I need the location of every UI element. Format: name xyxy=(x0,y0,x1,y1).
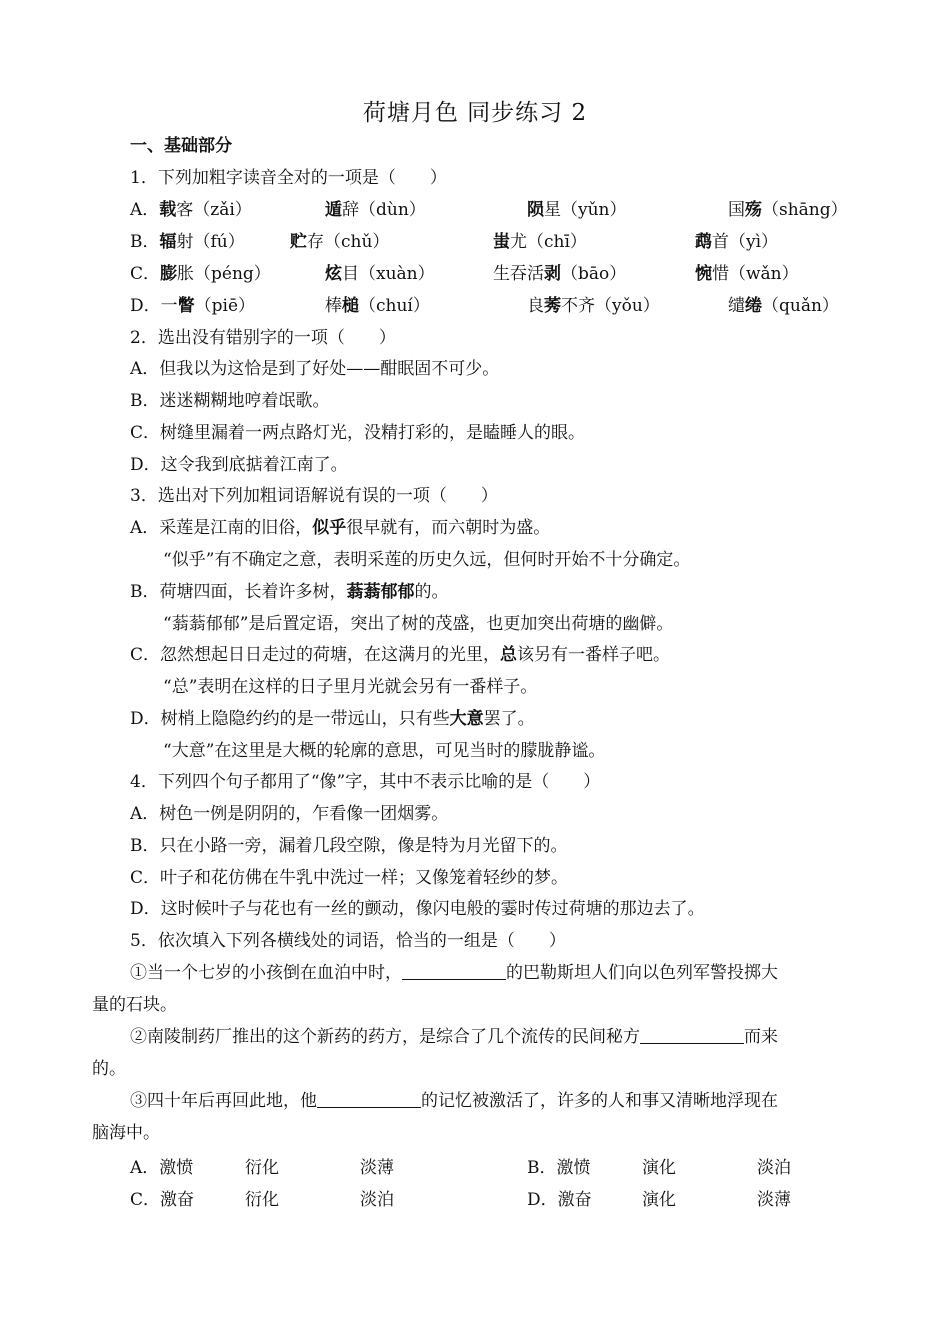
option-cell: 贮存（chǔ） xyxy=(290,232,390,252)
option-cell: 演化 xyxy=(642,1158,676,1178)
option-cell: 炫目（xuàn） xyxy=(325,264,435,284)
question-3-option-c: C．忽然想起日日走过的荷塘，在这满月的光里，总该另有一番样子吧。 xyxy=(130,645,671,665)
question-1-option-b xyxy=(0,229,950,255)
option-cell: 淡薄 xyxy=(360,1158,394,1178)
question-3-option-b: B．荷塘四面，长着许多树，蓊蓊郁郁的。 xyxy=(130,582,449,602)
option-cell: B．辐射（fú） xyxy=(130,232,245,252)
question-2-stem: 2．选出没有错别字的一项（ ） xyxy=(130,328,396,348)
option-cell: A．载客（zǎi） xyxy=(130,200,252,220)
option-cell: 良莠不齐（yǒu） xyxy=(527,296,660,316)
option-cell: 鹉首（yì） xyxy=(695,232,779,252)
question-1-stem: 1．下列加粗字读音全对的一项是（ ） xyxy=(130,168,447,188)
question-3-note-c: “总”表明在这样的日子里月光就会另有一番样子。 xyxy=(163,677,538,697)
question-3-option-a: A．采莲是江南的旧俗，似乎很早就有，而六朝时为盛。 xyxy=(130,518,551,538)
question-5-sentence-3-cont: 脑海中。 xyxy=(92,1123,160,1143)
option-cell: 衍化 xyxy=(245,1158,279,1178)
option-cell: 缱绻（quǎn） xyxy=(728,296,839,316)
option-cell: 淡泊 xyxy=(757,1158,791,1178)
option-cell: 棒槌（chuí） xyxy=(325,296,430,316)
section-heading: 一、基础部分 xyxy=(130,136,232,156)
question-3-note-b: “蓊蓊郁郁”是后置定语，突出了树的茂盛，也更加突出荷塘的幽僻。 xyxy=(163,614,674,634)
question-3-note-d: “大意”在这里是大概的轮廓的意思，可见当时的朦胧静谧。 xyxy=(163,741,606,761)
question-3-option-d: D．树梢上隐隐约约的是一带远山，只有些大意罢了。 xyxy=(130,709,535,729)
question-1-option-a xyxy=(0,197,950,223)
option-cell: D．激奋 xyxy=(527,1190,592,1210)
page-title: 荷塘月色 同步练习 2 xyxy=(362,100,588,126)
option-cell: C．激奋 xyxy=(130,1190,195,1210)
question-5-sentence-2-cont: 的。 xyxy=(92,1059,126,1079)
question-4-option-c: C．叶子和花仿佛在牛乳中洗过一样；又像笼着轻纱的梦。 xyxy=(130,868,569,888)
question-3-note-a: “似乎”有不确定之意，表明采莲的历史久远，但何时开始不十分确定。 xyxy=(163,550,691,570)
option-cell: 蚩尤（chī） xyxy=(493,232,587,252)
question-4-option-d: D．这时候叶子与花也有一丝的颤动，像闪电般的霎时传过荷塘的那边去了。 xyxy=(130,899,705,919)
question-1-option-c xyxy=(0,261,950,287)
fill-blank[interactable] xyxy=(317,1089,421,1108)
option-cell: C．膨胀（péng） xyxy=(130,264,271,284)
question-2-option-d: D．这令我到底掂着江南了。 xyxy=(130,455,348,475)
question-5-options-row-1 xyxy=(0,1155,950,1181)
question-2-option-a: A．但我以为这恰是到了好处——酣眠固不可少。 xyxy=(130,359,500,379)
option-cell: 国殇（shāng） xyxy=(728,200,848,220)
question-4-stem: 4．下列四个句子都用了“像”字，其中不表示比喻的是（ ） xyxy=(130,772,601,792)
question-5-options-row-2 xyxy=(0,1187,950,1213)
option-cell: D．一瞥（piē） xyxy=(130,296,256,316)
fill-blank[interactable] xyxy=(402,961,506,980)
option-cell: A．激愤 xyxy=(130,1158,194,1178)
question-4-option-a: A．树色一例是阴阴的，乍看像一团烟雾。 xyxy=(130,804,449,824)
option-cell: 衍化 xyxy=(245,1190,279,1210)
option-cell: 陨星（yǔn） xyxy=(527,200,627,220)
question-5-sentence-3: ③四十年后再回此地，他 的记忆被激活了，许多的人和事又清晰地浮现在 xyxy=(130,1091,778,1111)
question-5-sentence-2: ②南陵制药厂推出的这个新药的药方，是综合了几个流传的民间秘方 而来 xyxy=(130,1027,778,1047)
question-2-option-c: C．树缝里漏着一两点路灯光，没精打彩的，是瞌睡人的眼。 xyxy=(130,423,586,443)
question-5-stem: 5．依次填入下列各横线处的词语，恰当的一组是（ ） xyxy=(130,931,566,951)
question-5-sentence-1: ①当一个七岁的小孩倒在血泊中时， 的巴勒斯坦人们向以色列军警投掷大 xyxy=(130,963,778,983)
fill-blank[interactable] xyxy=(640,1025,744,1044)
question-2-option-b: B．迷迷糊糊地哼着氓歌。 xyxy=(130,391,330,411)
question-4-option-b: B．只在小路一旁，漏着几段空隙，像是特为月光留下的。 xyxy=(130,836,568,856)
question-1-option-d xyxy=(0,293,950,319)
option-cell: 惋惜（wǎn） xyxy=(695,264,799,284)
question-3-stem: 3．选出对下列加粗词语解说有误的一项（ ） xyxy=(130,486,498,506)
option-cell: 生吞活剥（bāo） xyxy=(493,264,627,284)
option-cell: 演化 xyxy=(642,1190,676,1210)
option-cell: B．激愤 xyxy=(527,1158,591,1178)
question-5-sentence-1-cont: 量的石块。 xyxy=(92,995,177,1015)
option-cell: 淡薄 xyxy=(757,1190,791,1210)
option-cell: 遁辞（dùn） xyxy=(325,200,426,220)
option-cell: 淡泊 xyxy=(360,1190,394,1210)
